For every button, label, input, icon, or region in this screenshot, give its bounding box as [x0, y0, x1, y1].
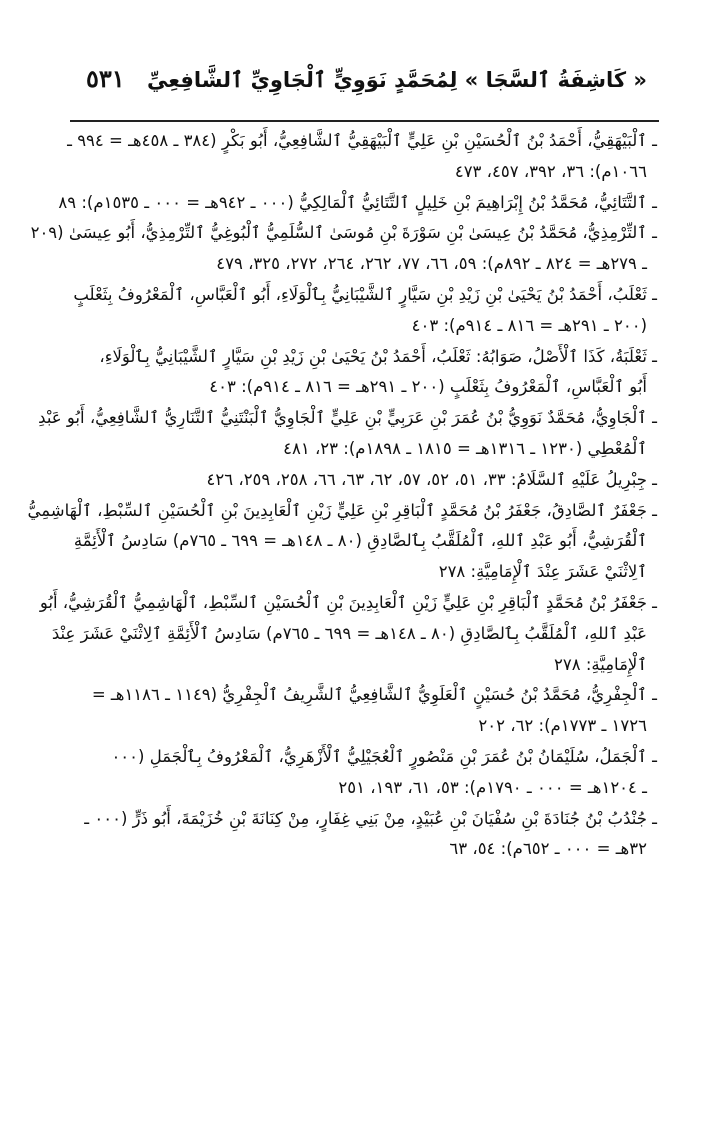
entry-heading-line: ـ ٱلْجَاوِيُّ، مُحَمَّدٌ نَوَوِيُّ بْنُ عُمَرَ بْنِ عَرَبِيٍّ بْنِ عَلِيٍّ ٱلْجَاوِيُّ ٱلْبَنْتَنِيُّ ٱلتَّنَارِيُّ ٱلشَّافِعِيُّ، أَبُو عَبْدِ: [38, 408, 657, 428]
entry-heading-line: ـ جِبْرِيلُ عَلَيْهِ ٱلسَّلَامُ: ٣٣، ٥١، ٥٢، ٥٧، ٦٢، ٦٣، ٦٦، ٢٥٨، ٢٥٩، ٤٢٦: [206, 469, 657, 489]
entry-heading-line: ـ جُنْدُبُ بْنُ جُنَادَةَ بْنِ سُفْيَانَ بْنِ عُبَيْدٍ، مِنْ بَنِي غِفَارٍ، مِنْ كِنَانَةَ بْنِ خُزَيْمَةَ، أَبُو ذَرٍّ (٠٠٠ ـ: [84, 808, 657, 828]
index-entry: [30, 218, 657, 280]
index-entries: [27, 126, 657, 865]
index-entry: [78, 804, 657, 866]
entry-heading-line: ـ ٱلْجِفْرِيُّ، مُحَمَّدُ بْنُ حُسَيْنٍ ٱلْعَلَوِيُّ ٱلشَّافِعِيُّ ٱلشَّرِيفُ ٱلْجِفْرِيُّ (١١٤٩ ـ ١١٨٦هـ =: [91, 685, 657, 705]
entry-continuation-line: عَبْدِ ٱللهِ، ٱلْمُلَقَّبُ بِٱلصَّادِقِ (٨٠ ـ ١٤٨هـ = ٦٩٩ ـ ٧٦٥م) سَادِسُ ٱلْأَئِمَّةِ ٱلِاثْنَيْ عَشَرَ عِنْدَ: [51, 623, 647, 643]
index-entry: [78, 680, 657, 742]
entry-continuation-line: ٱلْإِمَامِيَّةِ: ٢٧٨: [553, 654, 647, 674]
index-entry: [73, 280, 657, 342]
entry-continuation-line: ١٧٢٦ ـ ١٧٧٣م): ٦٢، ٢٠٢: [478, 716, 647, 736]
index-entry: [27, 496, 657, 588]
entry-continuation-line: (٢٠٠ ـ ٢٩١هـ = ٨١٦ ـ ٩١٤م): ٤٠٣: [411, 315, 647, 335]
entry-heading-line: ـ ٱلْجَمَلُ، سُلَيْمَانُ بْنُ عُمَرَ بْنِ مَنْصُورٍ ٱلْعُجَيْلِيُّ ٱلْأَزْهَرِيُّ، ٱلْمَعْرُوفُ بِٱلْجَمَلِ (٠٠٠: [111, 746, 657, 766]
index-entry: [39, 588, 657, 680]
entry-continuation-line: ٱلْقُرَشِيُّ، أَبُو عَبْدِ ٱللهِ، ٱلْمُلَقَّبُ بِٱلصَّادِقِ (٨٠ ـ ١٤٨هـ = ٦٩٩ ـ ٧٦٥م) سَادِسُ ٱلْأَئِمَّةِ: [73, 531, 647, 551]
entry-continuation-line: أَبُو ٱلْعَبَّاسِ، ٱلْمَعْرُوفُ بِثَعْلَبٍ (٢٠٠ ـ ٢٩١هـ = ٨١٦ ـ ٩١٤م): ٤٠٣: [209, 377, 647, 397]
header-divider: [70, 120, 659, 122]
index-entry: [78, 342, 657, 404]
entry-heading-line: ـ ٱلتِّرْمِذِيُّ، مُحَمَّدُ بْنُ عِيسَىٰ بْنِ سَوْرَةَ بْنِ مُوسَىٰ ٱلسُّلَمِيُّ ٱلْبُوغِيُّ ٱلتِّرْمِذِيُّ، أَبُو عِيسَىٰ (٢٠٩: [30, 223, 657, 243]
entry-heading-line: ـ ٱلتَّتَائِيُّ، مُحَمَّدُ بْنُ إِبْرَاهِيمَ بْنِ خَلِيلٍ ٱلتَّتَائِيُّ ٱلْمَالِكِيُّ (٠٠٠ ـ ٩٤٢هـ = ٠٠٠ ـ ١٥٣٥م): ٨٩: [58, 192, 657, 212]
entry-heading-line: ـ جَعْفَرٌ ٱلصَّادِقُ، جَعْفَرُ بْنُ مُحَمَّدٍ ٱلْبَاقِرِ بْنِ عَلِيٍّ زَيْنِ ٱلْعَابِدِينَ بْنِ ٱلْحُسَيْنِ ٱلسِّبْطِ، ٱلْهَاشِمِيُّ: [27, 500, 657, 520]
running-title: « كَاشِفَةُ ٱلسَّجَا » لِمُحَمَّدٍ نَوَوِيٍّ ٱلْجَاوِيِّ ٱلشَّافِعِيِّ: [147, 68, 647, 92]
page-header: [72, 58, 657, 120]
index-entry: [78, 465, 657, 496]
entry-continuation-line: ١٠٦٦م): ٣٦، ٣٩٢، ٤٥٧، ٤٧٣: [454, 161, 647, 181]
index-entry: [67, 126, 657, 188]
index-entry: [78, 742, 657, 804]
entry-continuation-line: ٱلِاثْنَيْ عَشَرَ عِنْدَ ٱلْإِمَامِيَّةِ: ٢٧٨: [438, 562, 647, 582]
entry-continuation-line: ـ ١٢٠٤هـ = ٠٠٠ ـ ١٧٩٠م): ٥٣، ٦١، ١٩٣، ٢٥١: [338, 777, 647, 797]
entry-heading-line: ـ جَعْفَرُ بْنُ مُحَمَّدٍ ٱلْبَاقِرِ بْنِ عَلِيٍّ زَيْنِ ٱلْعَابِدِينَ بْنِ ٱلْحُسَيْنِ ٱلسِّبْطِ، ٱلْهَاشِمِيُّ ٱلْقُرَشِيُّ، أَبُو: [39, 592, 657, 612]
index-entry: [58, 188, 657, 219]
index-entry: [38, 403, 657, 465]
page-number: ٥٣١: [86, 64, 125, 93]
entry-heading-line: ـ ٱلْبَيْهَقِيُّ، أَحْمَدُ بْنُ ٱلْحُسَيْنِ بْنِ عَلِيٍّ ٱلْبَيْهَقِيُّ ٱلشَّافِعِيُّ، أَبُو بَكْرٍ (٣٨٤ ـ ٤٥٨هـ = ٩٩٤ ـ: [67, 131, 657, 150]
entry-continuation-line: ـ ٢٧٩هـ = ٨٢٤ ـ ٨٩٢م): ٥٩، ٦٦، ٧٧، ٢٦٢، ٢٦٤، ٢٧٢، ٣٢٥، ٤٧٩: [216, 254, 647, 274]
entry-heading-line: ـ ثَعْلَبَةُ، كَذَا ٱلْأَصْلُ، صَوَابُهُ: ثَعْلَبُ، أَحْمَدُ بْنُ يَحْيَىٰ بْنِ زَيْدِ بْنِ سَيَّارٍ ٱلشَّيْبَانِيُّ بِٱلْوَلَاءِ،: [99, 346, 657, 366]
entry-continuation-line: ٱلْمُعْطِي (١٢٣٠ ـ ١٣١٦هـ = ١٨١٥ ـ ١٨٩٨م): ٢٣، ٤٨١: [283, 438, 647, 458]
entry-continuation-line: ٣٢هـ = ٠٠٠ ـ ٦٥٢م): ٥٤، ٦٣: [449, 839, 647, 859]
entry-heading-line: ـ ثَعْلَبُ، أَحْمَدُ بْنُ يَحْيَىٰ بْنِ زَيْدِ بْنِ سَيَّارٍ ٱلشَّيْبَانِيُّ بِٱلْوَلَاءِ، أَبُو ٱلْعَبَّاسِ، ٱلْمَعْرُوفُ بِثَعْلَبٍ: [73, 284, 657, 304]
